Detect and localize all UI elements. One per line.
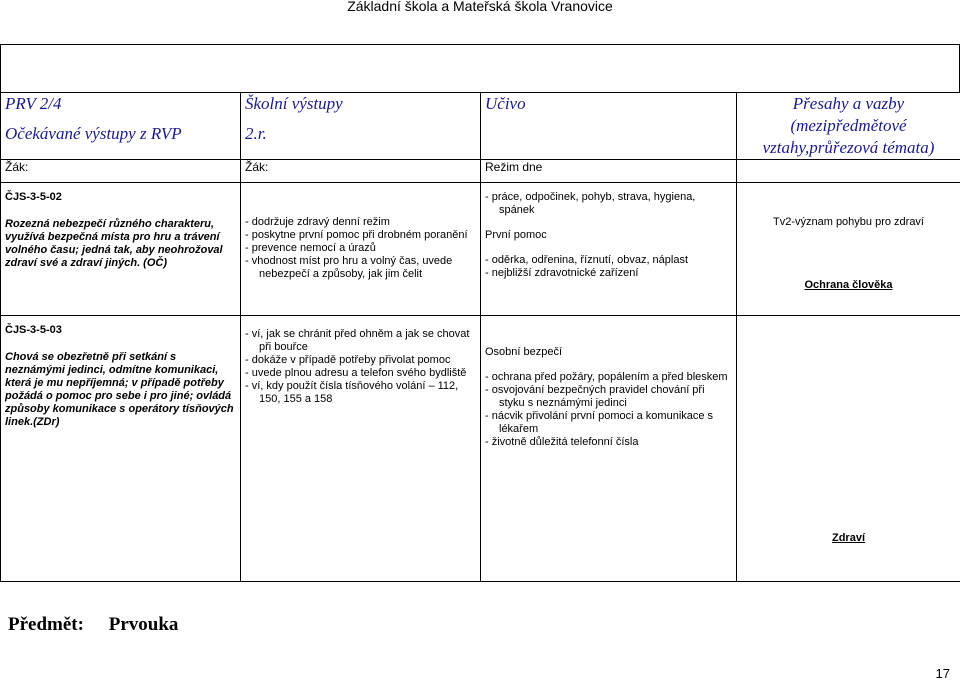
row2-rvp-text: Chová se obezřetně při setkání s neznámými jedinci, odmítne komunikaci, která je mu nepříjemná; v případě potřeby požádá o pomoc pro sebe i pro jiné; ovládá způsoby komunikace s operátory tísňových linek.(ZDr) [5,351,234,428]
row1-rvp-text: Rozezná nebezpečí různého charakteru, využívá bezpečná místa pro hru a trávení volného času; jedná tak, aby neohrožoval zdraví své a zdraví jiných. (OČ) [5,218,223,269]
subheader-col1: Žák: [1,160,241,183]
list-item: - nácvik přivolání první pomoci a komunikace s lékařem [485,410,714,435]
blank-table-row [0,44,960,93]
subheader-col2: Žák: [241,160,481,183]
header-outputs-line2: 2.r. [245,124,267,143]
row2-outputs-cell [241,316,481,582]
list-item: - poskytne první pomoc při drobném poranění [245,229,468,241]
header-links-line2: (mezipředmětové [790,116,907,135]
row2-outputs-list [245,328,476,406]
list-item: - ví, jak se chránit před ohněm a jak se chovat při bouřce [245,328,470,353]
row1-content-cell [481,183,737,316]
row1-content-list-2 [485,254,732,280]
header-rvp-line1: PRV 2/4 [5,94,62,113]
header-links-line1: Přesahy a vazby [792,94,905,113]
row2-content-cell [481,316,737,582]
list-item: - dodržuje zdravý denní režim [245,216,390,228]
header-content-text: Učivo [485,94,526,113]
row1-content-list-1 [485,191,732,217]
row2-rvp-cell [1,316,241,582]
row2-code: ČJS-3-5-03 [5,324,62,336]
row1-link-2: Ochrana člověka [804,279,893,291]
subheader-row [1,160,960,183]
header-rvp [1,93,241,160]
header-outputs-line1: Školní výstupy [245,94,343,113]
row1-rvp-cell [1,183,241,316]
table-row [1,316,960,582]
footer-label: Předmět: [8,614,84,635]
list-item: - životně důležitá telefonní čísla [485,436,639,448]
row2-content-heading: Osobní bezpečí [485,346,563,358]
table-header-row [1,93,960,160]
header-links [737,93,960,160]
row1-link-1: Tv2-význam pohybu pro zdraví [772,216,924,228]
page-header: Základní škola a Mateřská škola Vranovice [347,0,613,14]
row2-links-cell [737,316,960,582]
header-links-line3: vztahy,průřezová témata) [762,138,935,157]
footer-subject [8,614,198,636]
list-item: - uvede plnou adresu a telefon svého bydliště [245,367,467,379]
table-row [1,183,960,316]
row1-links-cell [737,183,960,316]
row1-content-heading: První pomoc [485,229,547,241]
page-number: 17 [935,666,950,681]
header-rvp-line2: Očekávané výstupy z RVP [5,124,182,143]
row1-outputs-list [245,216,476,281]
subheader-col3: Režim dne [481,160,737,183]
row2-link: Zdraví [831,532,865,544]
footer-subject-name: Prvouka [108,614,179,635]
subheader-col4 [737,160,960,183]
list-item: - nejbližší zdravotnické zařízení [485,267,639,279]
row1-outputs-cell [241,183,481,316]
header-outputs [241,93,481,160]
list-item: - dokáže v případě potřeby přivolat pomoc [245,354,451,366]
list-item: - ochrana před požáry, popálením a před bleskem [485,371,728,383]
list-item: - oděrka, odřenina, říznutí, obvaz, náplast [485,254,689,266]
curriculum-table [0,92,960,582]
row1-code: ČJS-3-5-02 [5,191,62,203]
row2-content-list [485,371,732,449]
list-item: - vhodnost míst pro hru a volný čas, uvede nebezpečí a způsoby, jak jim čelit [245,255,453,280]
list-item: - ví, kdy použít čísla tísňového volání – 112, 150, 155 a 158 [245,380,459,405]
list-item: - práce, odpočinek, pohyb, strava, hygiena, spánek [485,191,696,216]
list-item: - prevence nemocí a úrazů [245,242,376,254]
list-item: - osvojování bezpečných pravidel chování při styku s neznámými jedinci [485,384,705,409]
header-content [481,93,737,160]
